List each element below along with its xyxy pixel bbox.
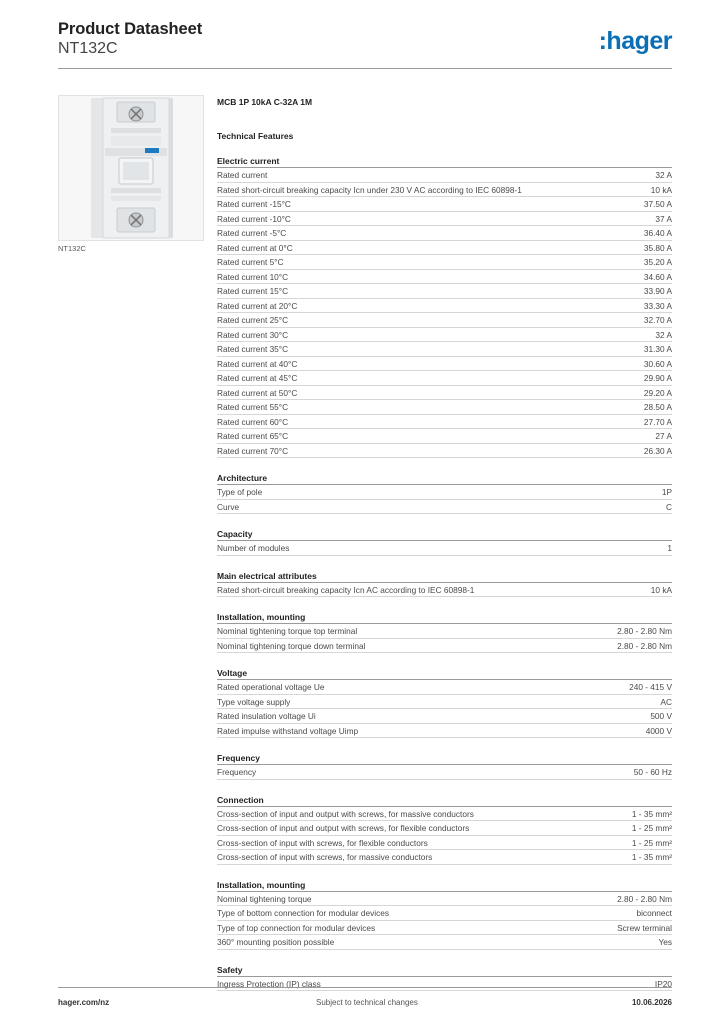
spec-row (217, 371, 672, 386)
spec-label: Rated current at 40°C (217, 358, 298, 369)
spec-label: Rated current 65°C (217, 431, 289, 441)
spec-row (217, 429, 672, 444)
spec-row (217, 444, 672, 459)
spec-section (217, 528, 672, 556)
spec-label: Rated current 70°C (217, 445, 289, 456)
spec-value: 27 A (655, 431, 672, 441)
spec-row (217, 977, 672, 992)
spec-value: 29.90 A (643, 373, 672, 383)
spec-value: AC (660, 696, 672, 707)
spec-label: Rated current -10°C (217, 213, 291, 224)
spec-value: IP20 (654, 978, 672, 989)
spec-row (217, 415, 672, 430)
spec-row (217, 284, 672, 299)
spec-label: Rated short-circuit breaking capacity Icn under 230 V AC according to IEC 60898-1 (217, 184, 522, 195)
spec-value: 28.50 A (643, 402, 672, 412)
spec-label: 360° mounting position possible (217, 937, 335, 947)
spec-row (217, 850, 672, 865)
spec-row (217, 500, 672, 515)
spec-label: Rated current 15°C (217, 286, 289, 296)
spec-label: Type of pole (217, 487, 263, 497)
spec-value: 1 - 35 mm² (631, 852, 672, 862)
spec-row (217, 541, 672, 556)
section-title: Architecture (217, 472, 672, 485)
spec-value: C (666, 501, 672, 512)
spec-label: Cross-section of input and output with screws, for flexible conductors (217, 823, 470, 833)
spec-label: Number of modules (217, 543, 290, 553)
spec-label: Rated current 60°C (217, 416, 289, 427)
footer-notice: Subject to technical changes (316, 998, 418, 1007)
spec-row (217, 695, 672, 710)
spec-value: 35.20 A (643, 257, 672, 267)
spec-section (217, 752, 672, 780)
spec-section (217, 879, 672, 950)
spec-value: 1 - 25 mm² (631, 837, 672, 848)
spec-row (217, 921, 672, 936)
spec-label: Cross-section of input and output with screws, for massive conductors (217, 808, 474, 819)
spec-label: Rated short-circuit breaking capacity Icn AC according to IEC 60898-1 (217, 584, 475, 595)
section-title: Main electrical attributes (217, 570, 672, 583)
spec-row (217, 807, 672, 822)
footer-divider (58, 987, 672, 988)
spec-label: Rated current 25°C (217, 315, 289, 325)
spec-label: Type of top connection for modular devices (217, 922, 376, 933)
spec-label: Rated current at 50°C (217, 387, 298, 398)
section-title: Capacity (217, 528, 672, 541)
spec-label: Nominal tightening torque top terminal (217, 626, 358, 636)
spec-label: Rated current 10°C (217, 271, 289, 282)
spec-row (217, 313, 672, 328)
spec-row (217, 821, 672, 836)
spec-row (217, 241, 672, 256)
spec-label: Rated impulse withstand voltage Uimp (217, 725, 359, 736)
spec-value: 27.70 A (643, 416, 672, 427)
spec-section (217, 667, 672, 738)
spec-value: 50 - 60 Hz (633, 767, 672, 777)
spec-row (217, 680, 672, 695)
spec-value: 10 kA (650, 184, 672, 195)
technical-features-heading: Technical Features (217, 131, 294, 141)
spec-value: 32 A (655, 170, 672, 180)
spec-section (217, 611, 672, 653)
footer-date: 10.06.2026 (631, 998, 672, 1007)
spec-value: 33.30 A (643, 300, 672, 311)
spec-sections (217, 155, 672, 991)
spec-value: 240 - 415 V (629, 682, 672, 692)
spec-label: Rated current at 0°C (217, 242, 293, 253)
spec-label: Rated current (217, 170, 268, 180)
spec-row (217, 255, 672, 270)
spec-value: 1 - 35 mm² (631, 808, 672, 819)
spec-label: Rated current -5°C (217, 228, 287, 238)
spec-row (217, 485, 672, 500)
spec-label: Type voltage supply (217, 696, 291, 707)
section-title: Installation, mounting (217, 611, 672, 624)
spec-value: 33.90 A (643, 286, 672, 296)
spec-row (217, 197, 672, 212)
spec-value: 32.70 A (643, 315, 672, 325)
spec-value: 1 (667, 543, 672, 553)
product-name: MCB 1P 10kA C-32A 1M (217, 97, 313, 107)
spec-label: Nominal tightening torque down terminal (217, 640, 366, 651)
spec-row (217, 328, 672, 343)
hager-logo: :hager (598, 27, 672, 55)
spec-label: Rated current 5°C (217, 257, 284, 267)
spec-value: Screw terminal (617, 922, 672, 933)
section-title: Connection (217, 794, 672, 807)
spec-value: Yes (658, 937, 672, 947)
spec-value: 500 V (650, 711, 672, 721)
product-image-caption: NT132C (58, 244, 86, 253)
spec-row (217, 765, 672, 780)
spec-label: Ingress Protection (IP) class (217, 978, 321, 989)
spec-label: Rated current 30°C (217, 329, 289, 340)
spec-row (217, 724, 672, 739)
spec-value: 1 - 25 mm² (631, 823, 672, 833)
header-divider (58, 68, 672, 69)
section-title: Safety (217, 964, 672, 977)
spec-row (217, 892, 672, 907)
spec-value: 32 A (655, 329, 672, 340)
spec-section (217, 570, 672, 598)
product-image (58, 95, 204, 241)
spec-row (217, 270, 672, 285)
spec-label: Rated current 55°C (217, 402, 289, 412)
spec-label: Frequency (217, 767, 257, 777)
spec-value: 37 A (655, 213, 672, 224)
page-title: Product Datasheet (58, 20, 203, 38)
spec-row (217, 212, 672, 227)
spec-row (217, 400, 672, 415)
spec-value: 35.80 A (643, 242, 672, 253)
spec-row (217, 836, 672, 851)
section-title: Frequency (217, 752, 672, 765)
spec-label: Curve (217, 501, 240, 512)
spec-value: 1P (661, 487, 672, 497)
spec-value: 10 kA (650, 584, 672, 595)
spec-value: 26.30 A (643, 445, 672, 456)
spec-value: 4000 V (645, 725, 672, 736)
spec-row (217, 709, 672, 724)
spec-label: Rated current at 45°C (217, 373, 298, 383)
spec-row (217, 386, 672, 401)
spec-row (217, 583, 672, 598)
spec-value: 34.60 A (643, 271, 672, 282)
spec-value: biconnect (636, 908, 672, 918)
spec-row (217, 168, 672, 183)
spec-label: Cross-section of input with screws, for flexible conductors (217, 837, 428, 848)
spec-row (217, 624, 672, 639)
spec-section (217, 472, 672, 514)
spec-value: 2.80 - 2.80 Nm (617, 626, 672, 636)
spec-row (217, 639, 672, 654)
footer-website: hager.com/nz (58, 998, 110, 1007)
section-title: Electric current (217, 155, 672, 168)
datasheet-content (217, 96, 672, 991)
circuit-breaker-image (59, 96, 203, 240)
spec-row (217, 906, 672, 921)
spec-label: Rated current at 20°C (217, 300, 298, 311)
section-title: Voltage (217, 667, 672, 680)
spec-section (217, 794, 672, 865)
spec-row (217, 183, 672, 198)
spec-section (217, 155, 672, 458)
spec-row (217, 357, 672, 372)
page-header (58, 20, 202, 58)
spec-label: Rated insulation voltage Ui (217, 711, 316, 721)
page-subtitle: NT132C (58, 40, 118, 57)
spec-value: 2.80 - 2.80 Nm (617, 640, 672, 651)
spec-label: Cross-section of input with screws, for massive conductors (217, 852, 433, 862)
spec-value: 36.40 A (643, 228, 672, 238)
spec-value: 30.60 A (643, 358, 672, 369)
spec-value: 29.20 A (643, 387, 672, 398)
section-title: Installation, mounting (217, 879, 672, 892)
spec-label: Rated current 35°C (217, 344, 289, 354)
spec-label: Rated current -15°C (217, 199, 291, 209)
spec-label: Type of bottom connection for modular devices (217, 908, 390, 918)
spec-value: 2.80 - 2.80 Nm (617, 893, 672, 904)
spec-value: 31.30 A (643, 344, 672, 354)
spec-value: 37.50 A (643, 199, 672, 209)
spec-label: Rated operational voltage Ue (217, 682, 325, 692)
spec-row (217, 226, 672, 241)
spec-row (217, 935, 672, 950)
spec-label: Nominal tightening torque (217, 893, 312, 904)
spec-row (217, 342, 672, 357)
spec-row (217, 299, 672, 314)
